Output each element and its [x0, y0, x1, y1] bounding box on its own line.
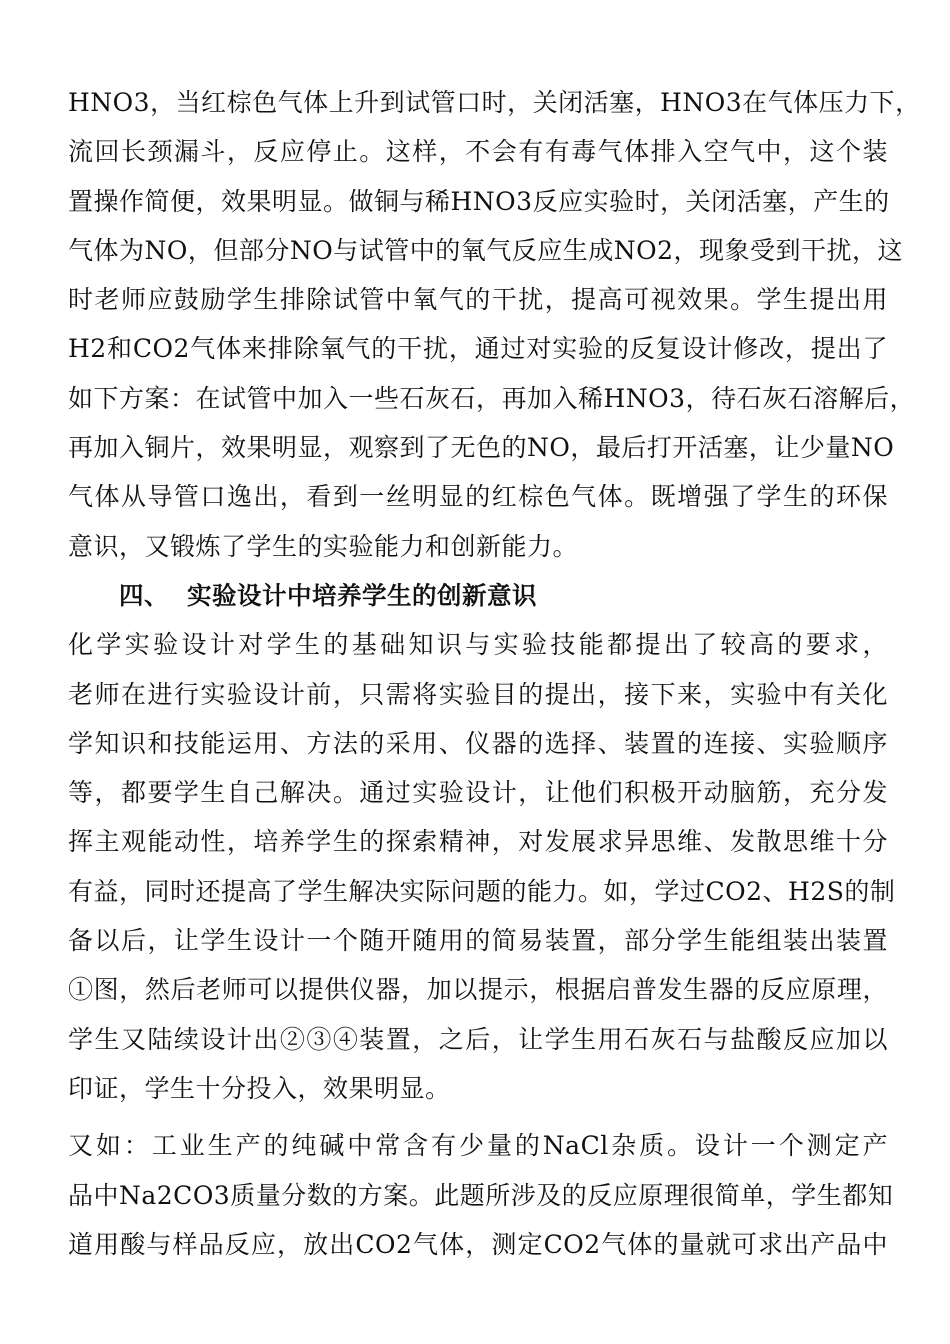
text-line: 如下方案：在试管中加入一些石灰石，再加入稀HNO3，待石灰石溶解后，	[68, 383, 916, 413]
text-line: 化学实验设计对学生的基础知识与实验技能都提出了较高的要求，	[68, 630, 888, 660]
text-line: 学生又陆续设计出②③④装置，之后，让学生用石灰石与盐酸反应加以	[68, 1024, 888, 1054]
text-line: 品中Na2CO3质量分数的方案。此题所涉及的反应原理很简单，学生都知	[68, 1180, 894, 1210]
text-line: 有益，同时还提高了学生解决实际问题的能力。如，学过CO2、H2S的制	[68, 876, 896, 906]
text-line: 流回长颈漏斗，反应停止。这样，不会有有毒气体排入空气中，这个装	[68, 137, 888, 167]
text-line: 老师在进行实验设计前，只需将实验目的提出，接下来，实验中有关化	[68, 679, 888, 709]
text-line: 置操作简便，效果明显。做铜与稀HNO3反应实验时，关闭活塞，产生的	[68, 186, 890, 216]
paragraph-2	[68, 620, 896, 1113]
text-line: 气体为NO，但部分NO与试管中的氧气反应生成NO2，现象受到干扰，这	[68, 235, 904, 265]
text-line: 印证，学生十分投入，效果明显。	[68, 1073, 451, 1103]
text-line: 备以后，让学生设计一个随开随用的简易装置，部分学生能组装出装置	[68, 926, 888, 956]
text-line: 学知识和技能运用、方法的采用、仪器的选择、装置的连接、实验顺序	[68, 728, 888, 758]
text-line: 再加入铜片，效果明显，观察到了无色的NO，最后打开活塞，让少量NO	[68, 433, 895, 463]
paragraph-1	[68, 78, 921, 571]
document-page	[68, 78, 921, 1269]
text-line: 道用酸与样品反应，放出CO2气体，测定CO2气体的量就可求出产品中	[68, 1229, 888, 1259]
text-line: 又如：工业生产的纯碱中常含有少量的NaCl杂质。设计一个测定产	[68, 1131, 889, 1161]
text-line: 气体从导管口逸出，看到一丝明显的红棕色气体。既增强了学生的环保	[68, 482, 888, 512]
section-heading: 四、 实验设计中培养学生的创新意识	[119, 580, 538, 610]
text-line: H2和CO2气体来排除氧气的干扰，通过对实验的反复设计修改，提出了	[68, 334, 888, 364]
text-line: ①图，然后老师可以提供仪器，加以提示，根据启普发生器的反应原理，	[68, 975, 888, 1005]
text-line: 挥主观能动性，培养学生的探索精神，对发展求异思维、发散思维十分	[68, 827, 888, 857]
paragraph-spacer	[68, 1113, 888, 1121]
paragraph-3	[68, 1121, 894, 1269]
text-line: 等，都要学生自己解决。通过实验设计，让他们积极开动脑筋，充分发	[68, 778, 888, 808]
text-line: 时老师应鼓励学生排除试管中氧气的干扰，提高可视效果。学生提出用	[68, 285, 888, 315]
text-line: HNO3，当红棕色气体上升到试管口时，关闭活塞，HNO3在气体压力下，	[68, 88, 921, 117]
text-line: 意识，又锻炼了学生的实验能力和创新能力。	[68, 531, 579, 561]
